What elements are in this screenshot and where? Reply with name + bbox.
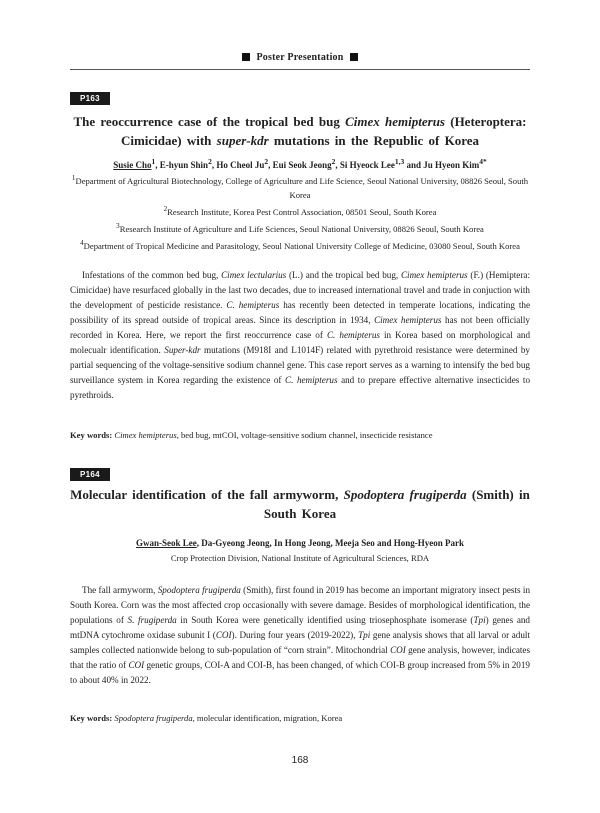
affiliation: $^4$Department of Tropical Medicine and Parasitology, Seoul National University College of Medicine, 03080 Seoul, South Korea	[80, 239, 520, 252]
keywords-label: Key words:	[70, 430, 113, 440]
affiliation-list	[70, 551, 530, 565]
keywords-list: Cimex hemipterus, bed bug, mtCOI, voltage-sensitive sodium channel, insecticide resistance	[114, 430, 433, 440]
square-bullet-icon	[350, 53, 358, 61]
poster-id-badge: P164	[70, 468, 110, 481]
affiliation: $^3$Research Institute of Agriculture and Life Sciences, Seoul National University, 08826 Seoul, South Korea	[116, 222, 484, 235]
abstract-paragraph: Infestations of the common bed bug, Cimex lectularius (L.) and the tropical bed bug, Cimex hemipterus (F.) (Hemiptera: Cimicidae) have resurfaced globally in the last two decades, due to increased international travel and trade in conjuction with the development of pesticide resistance. C. hemipterus has recently been detected in temperate locations, indicating the possibility of its spread outside of tropical areas. Since its description in 1934, Cimex hemipterus has not been officially recorded in Korea. Here, we report the first reoccurrence case of C. hemipterus in Korea based on morphological and molecualr identification. Super-kdr mutations (M918I and L1014F) related with pyrethroid resistance were determined by partial sequencing of the voltage-sensitive sodium channel gene. This case report serves as a warning to intensify the bed bug surveillance system in Korea regarding the existence of C. hemipterus and to prepare effective alternative insecticides to pyrethroids.	[70, 270, 531, 400]
author-list: Susie Cho$^1$, E-hyun Shin$^2$, Ho Cheol Ju$^2$, Eui Seok Jeong$^2$, Si Hyeock Lee$^{1,3}$ and Ju Hyeon Kim$^{4*}$	[113, 157, 487, 170]
keywords-list: Spodoptera frugiperda, molecular identification, migration, Korea	[114, 713, 343, 723]
author-list: Gwan-Seok Lee, Da-Gyeong Jeong, In Hong Jeong, Meeja Seo and Hong-Hyeon Park	[135, 538, 464, 548]
section-header	[0, 52, 600, 63]
affiliation: Crop Protection Division, National Institute of Agricultural Sciences, RDA	[170, 553, 430, 563]
poster-id-badge: P163	[70, 92, 110, 105]
keywords	[70, 430, 530, 440]
affiliation-list	[70, 171, 530, 253]
abstract-body	[70, 583, 530, 688]
section-header-title: Poster Presentation	[256, 52, 344, 63]
abstract-title: Molecular identification of the fall armyworm, Spodoptera frugiperda (Smith) in South Korea	[70, 487, 530, 521]
page-number: 168	[291, 755, 309, 766]
header-divider	[70, 69, 530, 70]
affiliation: $^1$Department of Agricultural Biotechnology, College of Agriculture and Life Science, Seoul National University, 08826 Seoul, South Korea	[71, 174, 529, 201]
abstract-body	[70, 268, 530, 403]
keywords-label: Key words:	[70, 713, 113, 723]
keywords	[70, 713, 530, 723]
affiliation: $^2$Research Institute, Korea Pest Control Association, 08501 Seoul, South Korea	[163, 205, 437, 218]
square-bullet-icon	[242, 53, 250, 61]
abstract-paragraph: The fall armyworm, Spodoptera frugiperda (Smith), first found in 2019 has become an important migratory insect pests in South Korea. Corn was the most affected crop occasionally with severe damage. Besides of morphological identification, the populations of S. frugiperda in South Korea were genetically identified using triosephosphate isomerase (Tpi) genes and mtDNA cytochrome oxidase subunit I (COI). During four years (2019-2022), Tpi gene analysis shows that all larval or adult samples collected nationwide belong to sub-population of “corn strain”. Mitochondrial COI gene analysis, however, indicates that the ratio of COI genetic groups, COI-A and COI-B, has been changed, of which COI-B group increased from 5% in 2019 to about 40% in 2022.	[70, 585, 531, 685]
abstract-title: The reoccurrence case of the tropical bed bug Cimex hemipterus (Heteroptera: Cimicidae) with super-kdr mutations in the Republic of Korea	[73, 114, 527, 148]
